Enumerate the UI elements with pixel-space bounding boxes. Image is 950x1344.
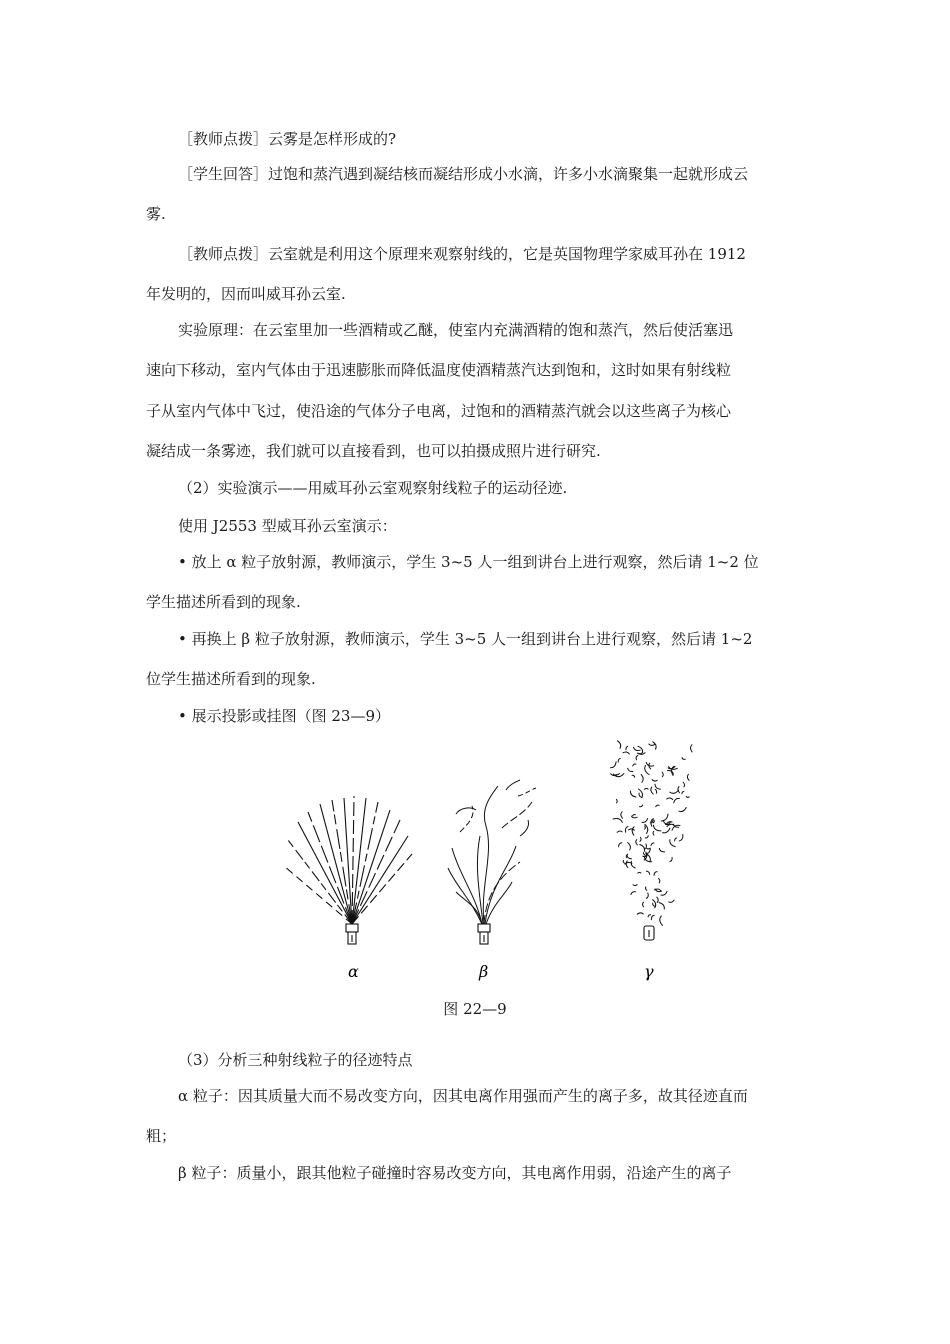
paragraph-principle: 实验原理：在云室里加一些酒精或乙醚，使室内充满酒精的饱和蒸汽，然后使活塞迅 (178, 321, 734, 339)
gamma-source (644, 926, 654, 940)
paragraph-analysis-heading: （3）分析三种射线粒子的径迹特点 (178, 1051, 413, 1069)
bullet-beta: • 再换上 β 粒子放射源，教师演示，学生 3~5 人一组到讲台上进行观察，然后请 1~2 (178, 630, 753, 648)
alpha-source (346, 924, 358, 944)
label-alpha: α (348, 962, 359, 981)
bullet-projection: • 展示投影或挂图（图 23—9） (178, 707, 391, 725)
paragraph-alpha-analysis: α 粒子：因其质量大而不易改变方向，因其电离作用强而产生的离子多，故其径迹直而 (178, 1087, 748, 1105)
bullet-beta-cont: 位学生描述所看到的现象. (146, 670, 316, 688)
label-beta: β (479, 962, 489, 981)
paragraph-teacher-question: ［教师点拨］云雾是怎样形成的? (178, 130, 397, 148)
paragraph-beta-analysis: β 粒子：质量小，跟其他粒子碰撞时容易改变方向，其电离作用弱，沿途产生的离子 (178, 1164, 732, 1182)
gamma-tracks (611, 741, 693, 926)
paragraph-demo-intro: 使用 J2553 型威耳孙云室演示： (178, 517, 397, 535)
beta-tracks (448, 780, 536, 924)
paragraph-principle-line4: 凝结成一条雾迹，我们就可以直接看到，也可以拍摄成照片进行研究. (146, 442, 601, 460)
paragraph-demo-heading: （2）实验演示——用威耳孙云室观察射线粒子的运动径迹. (178, 479, 568, 497)
paragraph-student-answer: ［学生回答］过饱和蒸汽遇到凝结核而凝结形成小水滴，许多小水滴聚集一起就形成云 (178, 165, 749, 183)
figure-caption: 图 22—9 (443, 1000, 507, 1018)
bullet-alpha-cont: 学生描述所看到的现象. (146, 593, 301, 611)
beta-source (478, 924, 490, 944)
paragraph-teacher-note-cont: 年发明的，因而叫威耳孙云室. (146, 285, 346, 303)
alpha-tracks (284, 796, 412, 924)
paragraph-alpha-analysis-cont: 粗； (146, 1127, 177, 1145)
cloud-chamber-figure (280, 736, 700, 986)
bullet-alpha: • 放上 α 粒子放射源，教师演示，学生 3~5 人一组到讲台上进行观察，然后请 1~2 位 (178, 553, 759, 571)
paragraph-principle-line3: 子从室内气体中飞过，使沿途的气体分子电离，过饱和的酒精蒸汽就会以这些离子为核心 (146, 402, 732, 420)
label-gamma: γ (644, 962, 654, 981)
paragraph-teacher-note: ［教师点拨］云室就是利用这个原理来观察射线的，它是英国物理学家威耳孙在 1912 (178, 245, 746, 263)
paragraph-student-answer-cont: 雾. (146, 205, 166, 223)
paragraph-principle-line2: 速向下移动，室内气体由于迅速膨胀而降低温度使酒精蒸汽达到饱和，这时如果有射线粒 (146, 361, 732, 379)
